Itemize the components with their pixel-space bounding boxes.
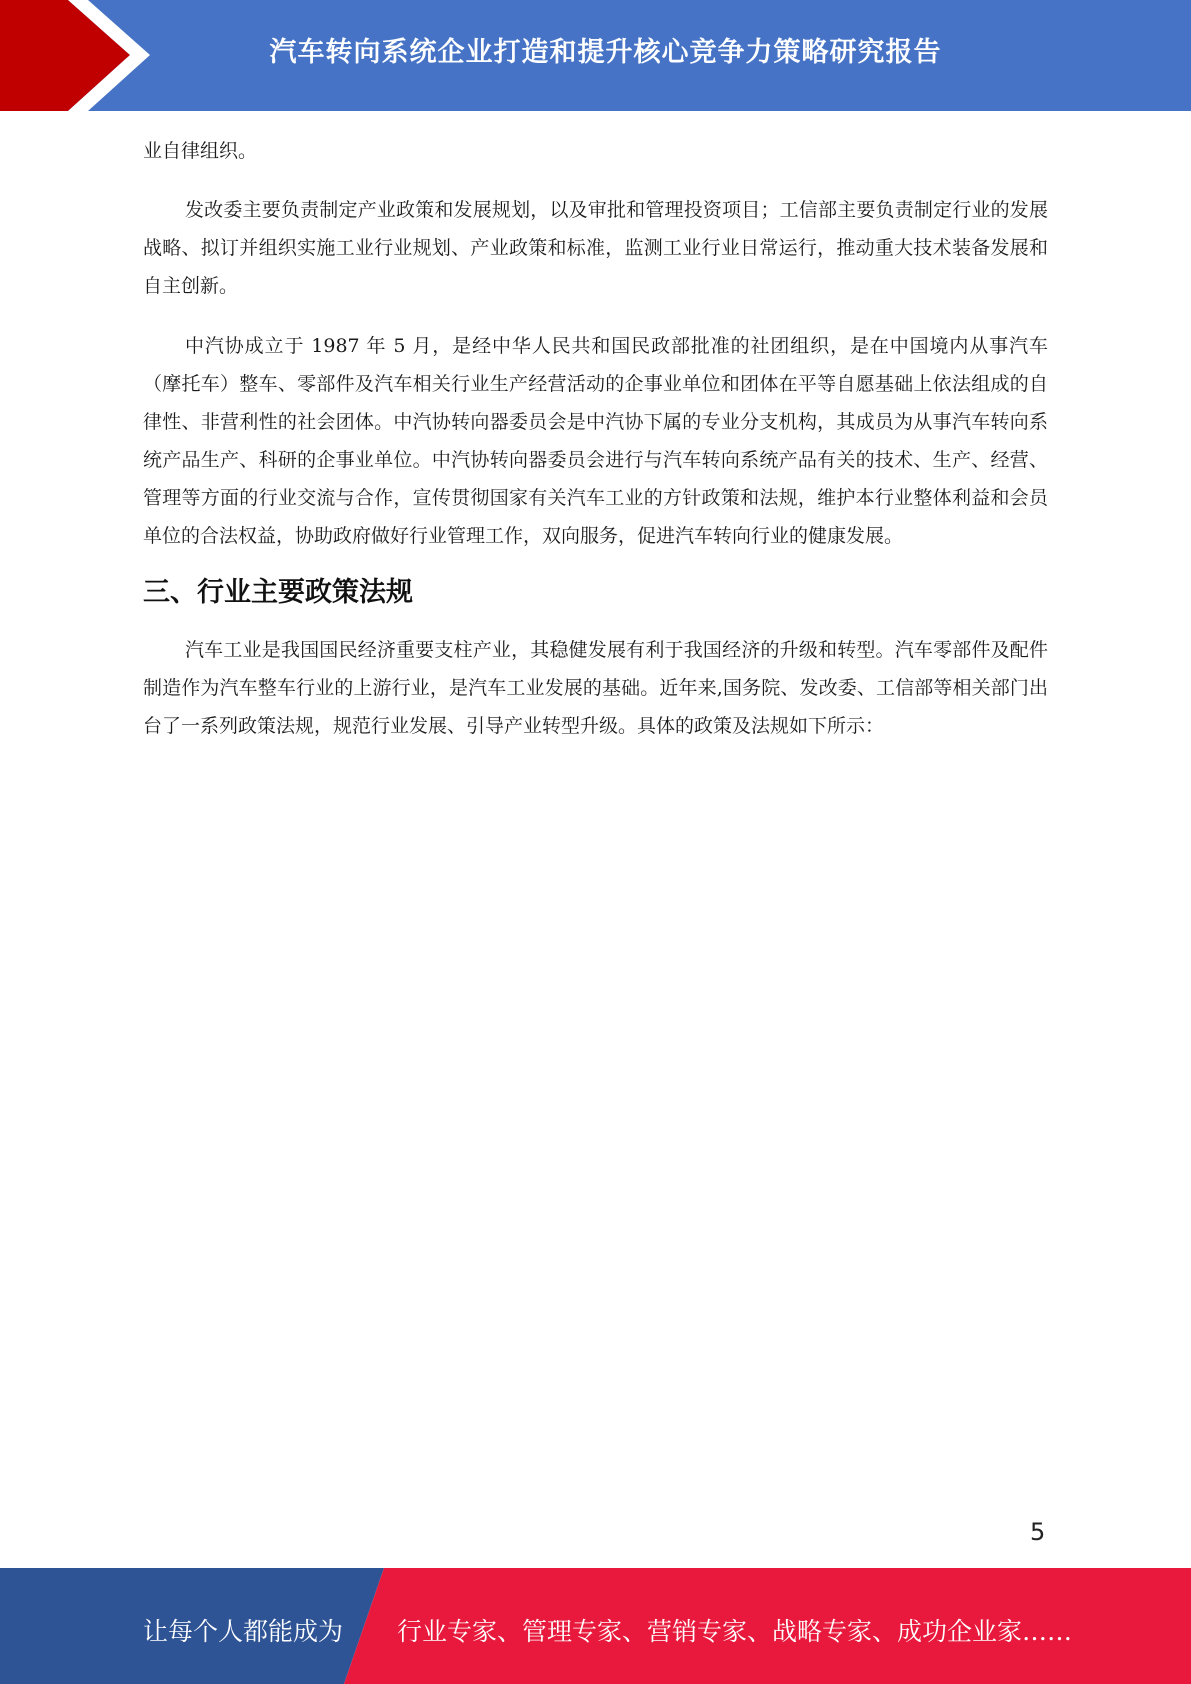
paragraph-caam: 中汽协成立于 1987 年 5 月，是经中华人民共和国民政部批准的社团组织，是在中国境内从事汽车（摩托车）整车、零部件及汽车相关行业生产经营活动的企事业单位和团体在平等自愿基础上依法组成的自律性、非营利性的社会团体。中汽协转向器委员会是中汽协下属的专业分支机构，其成员为从事汽车转向系统产品生产、科研的企事业单位。中汽协转向器委员会进行与汽车转向系统产品有关的技术、生产、经营、管理等方面的行业交流与合作，宣传贯彻国家有关汽车工业的方针政策和法规，维护本行业整体利益和会员单位的合法权益，协助政府做好行业管理工作，双向服务，促进汽车转向行业的健康发展。	[143, 335, 1048, 547]
footer-slogan-left: 让每个人都能成为	[143, 1617, 344, 1646]
page-footer	[0, 1568, 1191, 1684]
report-title: 汽车转向系统企业打造和提升核心竞争力策略研究报告	[269, 37, 942, 68]
page-number: 5	[1030, 1518, 1046, 1546]
document-body	[143, 132, 1048, 745]
paragraph-continuation: 业自律组织。	[143, 140, 258, 162]
paragraph-ndrc-miit: 发改委主要负责制定产业政策和发展规划，以及审批和管理投资项目；工信部主要负责制定行业的发展战略、拟订并组织实施工业行业规划、产业政策和标准，监测工业行业日常运行，推动重大技术装备发展和自主创新。	[143, 199, 1048, 297]
paragraph-policy-intro: 汽车工业是我国国民经济重要支柱产业，其稳健发展有利于我国经济的升级和转型。汽车零部件及配件制造作为汽车整车行业的上游行业，是汽车工业发展的基础。近年来,国务院、发改委、工信部等相关部门出台了一系列政策法规，规范行业发展、引导产业转型升级。具体的政策及法规如下所示：	[143, 639, 1048, 737]
page-header	[0, 0, 1191, 111]
section-heading: 三、行业主要政策法规	[143, 577, 413, 608]
footer-slogan-right: 行业专家、管理专家、营销专家、战略专家、成功企业家……	[397, 1617, 1073, 1646]
